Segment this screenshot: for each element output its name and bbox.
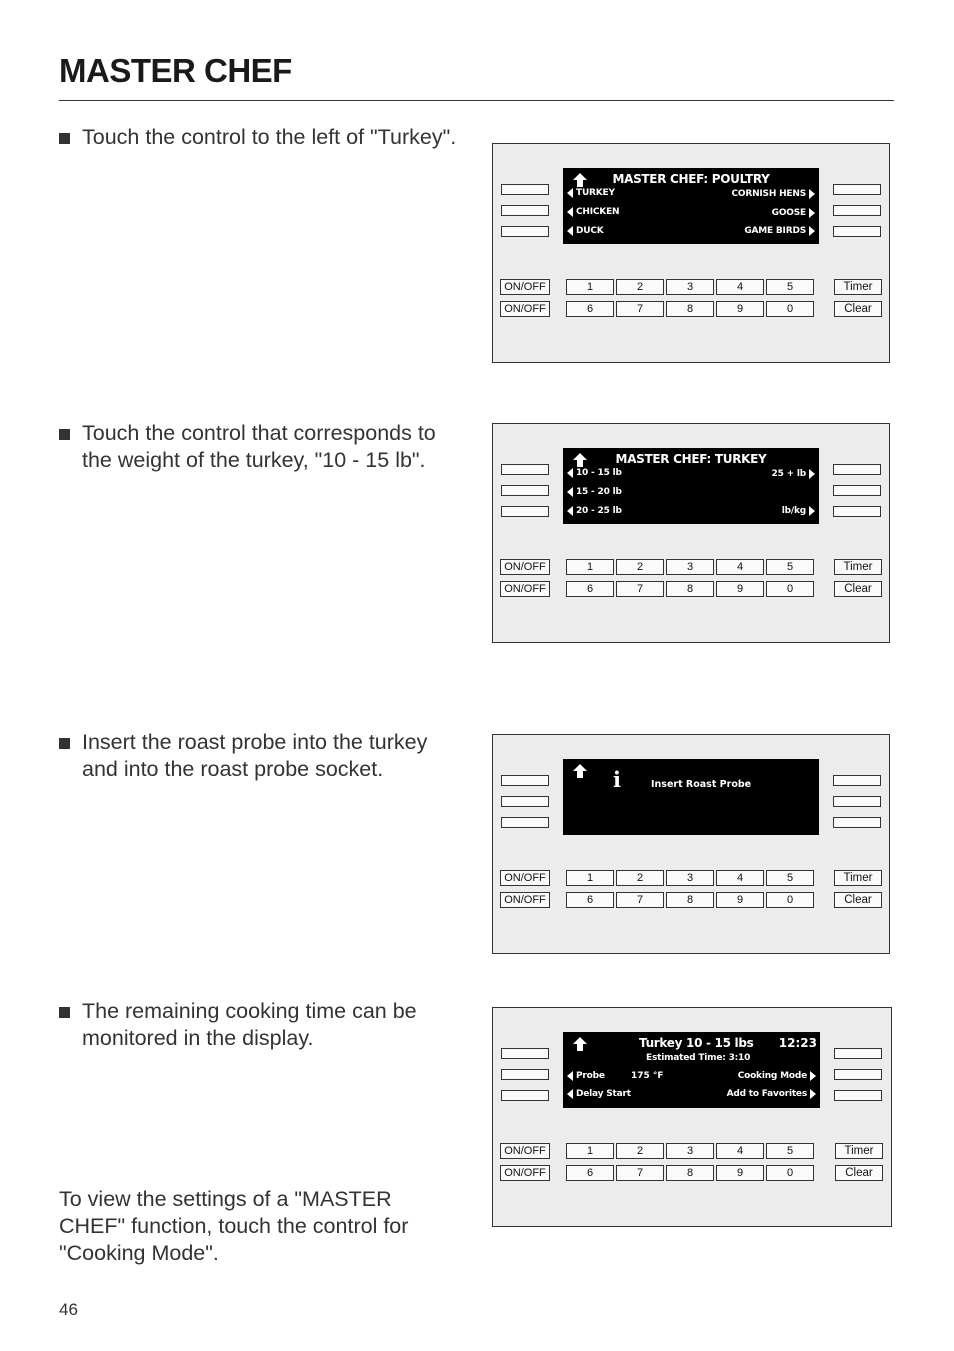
left-control-2[interactable] — [501, 485, 549, 496]
key-4[interactable]: 4 — [716, 870, 764, 886]
bullet-icon — [59, 133, 70, 144]
left-control-3[interactable] — [501, 226, 549, 237]
step-3-text: Insert the roast probe into the turkey and into the roast probe socket. — [82, 730, 428, 781]
page-title: MASTER CHEF — [59, 52, 292, 89]
on-off-button-2[interactable]: ON/OFF — [500, 581, 550, 597]
left-arrow-icon — [567, 207, 573, 217]
right-arrow-icon — [809, 226, 815, 236]
option-add-to-favorites: Add to Favorites — [727, 1089, 818, 1100]
keypad-row-1 — [566, 1143, 816, 1159]
option-cooking-mode: Cooking Mode — [738, 1071, 818, 1082]
right-control-3[interactable] — [833, 817, 881, 828]
control-panel-cooking — [492, 1007, 892, 1227]
keypad-row-2 — [566, 581, 816, 597]
timer-button[interactable]: Timer — [834, 279, 882, 295]
key-9[interactable]: 9 — [716, 892, 764, 908]
right-control-2[interactable] — [833, 796, 881, 807]
right-control-1[interactable] — [834, 1048, 882, 1059]
probe-message: Insert Roast Probe — [651, 779, 752, 790]
clear-button[interactable]: Clear — [834, 892, 882, 908]
left-arrow-icon — [567, 1071, 573, 1081]
clock-time: 12:23 — [778, 1036, 817, 1050]
key-8[interactable]: 8 — [666, 892, 714, 908]
option-probe: Probe — [565, 1071, 605, 1082]
left-control-1[interactable] — [501, 775, 549, 786]
timer-button[interactable]: Timer — [835, 1143, 883, 1159]
key-9[interactable]: 9 — [716, 1165, 764, 1181]
right-control-1[interactable] — [833, 775, 881, 786]
right-control-1[interactable] — [833, 184, 881, 195]
display-title: MASTER CHEF: TURKEY — [615, 452, 767, 466]
step-4-text: The remaining cooking time can be monitored in the display. — [82, 999, 417, 1050]
key-0[interactable]: 0 — [766, 301, 814, 317]
key-5[interactable]: 5 — [766, 870, 814, 886]
option-delay-start: Delay Start — [565, 1089, 631, 1100]
left-control-3[interactable] — [501, 506, 549, 517]
key-2[interactable]: 2 — [616, 559, 664, 575]
key-0[interactable]: 0 — [766, 1165, 814, 1181]
key-9[interactable]: 9 — [716, 301, 764, 317]
step-4 — [59, 998, 469, 1052]
step-2 — [59, 420, 469, 474]
keypad-row-1 — [566, 279, 816, 295]
left-control-2[interactable] — [501, 205, 549, 216]
left-control-2[interactable] — [501, 1069, 549, 1080]
key-4[interactable]: 4 — [716, 559, 764, 575]
option-duck: DUCK — [565, 226, 604, 237]
bullet-icon — [59, 1007, 70, 1018]
keypad-row-1 — [566, 870, 816, 886]
control-panel-turkey — [492, 423, 890, 643]
key-1[interactable]: 1 — [566, 870, 614, 886]
key-3[interactable]: 3 — [666, 279, 714, 295]
right-control-2[interactable] — [833, 485, 881, 496]
clear-button[interactable]: Clear — [834, 301, 882, 317]
estimated-time: Estimated Time: 3:10 — [646, 1053, 751, 1063]
left-arrow-icon — [567, 506, 573, 516]
up-arrow-icon — [573, 1037, 587, 1051]
bullet-icon — [59, 429, 70, 440]
left-control-1[interactable] — [501, 184, 549, 195]
key-7[interactable]: 7 — [616, 301, 664, 317]
key-8[interactable]: 8 — [666, 301, 714, 317]
left-control-2[interactable] — [501, 796, 549, 807]
key-9[interactable]: 9 — [716, 581, 764, 597]
right-arrow-icon — [810, 1089, 816, 1099]
key-3[interactable]: 3 — [666, 559, 714, 575]
right-control-2[interactable] — [833, 205, 881, 216]
step-2-text: Touch the control that corresponds to the weight of the turkey, "10 - 15 lb". — [82, 421, 436, 472]
option-25-plus-lb: 25 + lb — [772, 469, 817, 480]
key-5[interactable]: 5 — [766, 279, 814, 295]
step-1-text: Touch the control to the left of "Turkey". — [82, 125, 457, 149]
title-divider — [59, 100, 894, 101]
on-off-button-2[interactable]: ON/OFF — [500, 301, 550, 317]
option-15-20-lb: 15 - 20 lb — [565, 487, 622, 498]
timer-button[interactable]: Timer — [834, 559, 882, 575]
key-6[interactable]: 6 — [566, 1165, 614, 1181]
right-control-3[interactable] — [834, 1090, 882, 1101]
on-off-button-1[interactable]: ON/OFF — [500, 870, 550, 886]
left-arrow-icon — [567, 1089, 573, 1099]
on-off-button-2[interactable]: ON/OFF — [500, 892, 550, 908]
left-control-3[interactable] — [501, 817, 549, 828]
key-1[interactable]: 1 — [566, 1143, 614, 1159]
display-screen — [563, 759, 819, 835]
left-arrow-icon — [567, 487, 573, 497]
timer-button[interactable]: Timer — [834, 870, 882, 886]
up-arrow-icon — [573, 764, 587, 778]
keypad-row-2 — [566, 1165, 816, 1181]
probe-temperature: 175 °F — [631, 1071, 664, 1081]
key-5[interactable]: 5 — [766, 559, 814, 575]
left-arrow-icon — [567, 468, 573, 478]
option-chicken: CHICKEN — [565, 207, 619, 218]
display-screen — [563, 168, 819, 244]
option-20-25-lb: 20 - 25 lb — [565, 506, 622, 517]
right-control-2[interactable] — [834, 1069, 882, 1080]
key-5[interactable]: 5 — [766, 1143, 814, 1159]
key-7[interactable]: 7 — [616, 892, 664, 908]
display-title: MASTER CHEF: POULTRY — [612, 172, 770, 186]
key-6[interactable]: 6 — [566, 892, 614, 908]
bullet-icon — [59, 738, 70, 749]
key-6[interactable]: 6 — [566, 301, 614, 317]
keypad-row-2 — [566, 892, 816, 908]
key-2[interactable]: 2 — [616, 1143, 664, 1159]
key-6[interactable]: 6 — [566, 581, 614, 597]
step-1 — [59, 124, 469, 151]
on-off-button-1[interactable]: ON/OFF — [500, 559, 550, 575]
key-4[interactable]: 4 — [716, 279, 764, 295]
key-2[interactable]: 2 — [616, 870, 664, 886]
left-control-3[interactable] — [501, 1090, 549, 1101]
left-arrow-icon — [567, 226, 573, 236]
keypad-row-1 — [566, 559, 816, 575]
page-number: 46 — [59, 1300, 78, 1319]
right-control-3[interactable] — [833, 506, 881, 517]
display-screen — [563, 1032, 820, 1108]
control-panel-poultry — [492, 143, 890, 363]
info-icon: i — [613, 767, 621, 792]
right-arrow-icon — [809, 506, 815, 516]
left-control-1[interactable] — [501, 464, 549, 475]
display-screen — [563, 448, 819, 524]
keypad-row-2 — [566, 301, 816, 317]
key-3[interactable]: 3 — [666, 870, 714, 886]
key-8[interactable]: 8 — [666, 1165, 714, 1181]
option-turkey: TURKEY — [565, 188, 615, 199]
key-3[interactable]: 3 — [666, 1143, 714, 1159]
cooking-mode-note: To view the settings of a "MASTER CHEF" function, touch the control for "Cooking Mode". — [59, 1187, 409, 1265]
step-3 — [59, 729, 469, 783]
right-control-3[interactable] — [833, 226, 881, 237]
key-7[interactable]: 7 — [616, 581, 664, 597]
key-4[interactable]: 4 — [716, 1143, 764, 1159]
key-1[interactable]: 1 — [566, 559, 614, 575]
option-goose: GOOSE — [772, 208, 817, 219]
key-1[interactable]: 1 — [566, 279, 614, 295]
option-game-birds: GAME BIRDS — [744, 226, 817, 237]
right-arrow-icon — [810, 1071, 816, 1081]
option-lb-kg: lb/kg — [782, 506, 817, 517]
right-control-1[interactable] — [833, 464, 881, 475]
control-panel-probe — [492, 734, 890, 954]
recipe-title: Turkey 10 - 15 lbs — [639, 1036, 754, 1050]
right-arrow-icon — [809, 189, 815, 199]
right-arrow-icon — [809, 208, 815, 218]
key-0[interactable]: 0 — [766, 892, 814, 908]
key-8[interactable]: 8 — [666, 581, 714, 597]
key-2[interactable]: 2 — [616, 279, 664, 295]
option-10-15-lb: 10 - 15 lb — [565, 468, 622, 479]
clear-button[interactable]: Clear — [835, 1165, 883, 1181]
key-0[interactable]: 0 — [766, 581, 814, 597]
on-off-button-2[interactable]: ON/OFF — [500, 1165, 550, 1181]
left-arrow-icon — [567, 188, 573, 198]
on-off-button-1[interactable]: ON/OFF — [500, 1143, 550, 1159]
option-cornish-hens: CORNISH HENS — [731, 189, 817, 200]
key-7[interactable]: 7 — [616, 1165, 664, 1181]
clear-button[interactable]: Clear — [834, 581, 882, 597]
right-arrow-icon — [809, 469, 815, 479]
on-off-button-1[interactable]: ON/OFF — [500, 279, 550, 295]
left-control-1[interactable] — [501, 1048, 549, 1059]
